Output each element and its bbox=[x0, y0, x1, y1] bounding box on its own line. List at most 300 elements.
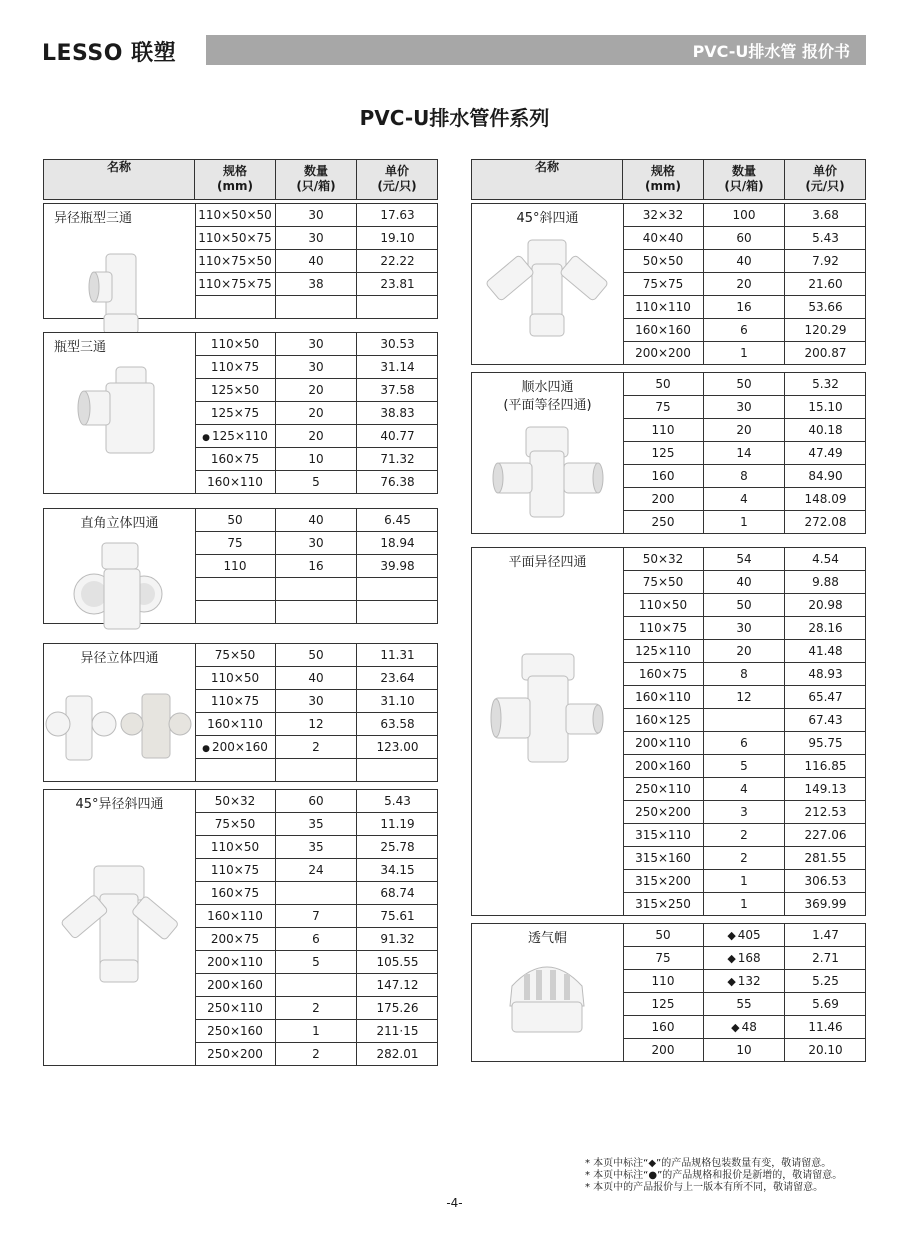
qty-cell: 2 bbox=[276, 736, 357, 758]
table-row bbox=[623, 342, 866, 365]
table-row bbox=[623, 778, 866, 801]
spec-cell: 110 bbox=[623, 970, 704, 992]
qty-cell: 30 bbox=[704, 617, 785, 639]
qty-cell: 35 bbox=[276, 836, 357, 858]
qty-cell: 2 bbox=[704, 824, 785, 846]
product-block bbox=[471, 203, 866, 365]
spec-cell: 160×75 bbox=[195, 448, 276, 470]
qty-cell: 38 bbox=[276, 273, 357, 295]
product-name-cell bbox=[44, 790, 196, 1065]
price-cell: 68.74 bbox=[380, 886, 415, 900]
new-item-marker: ● bbox=[202, 433, 210, 443]
qty-cell: 8 bbox=[704, 465, 785, 487]
qty-cell: 40 bbox=[276, 667, 357, 689]
price-cell: 65.47 bbox=[808, 690, 843, 704]
table-row bbox=[195, 296, 438, 319]
price-cell: 63.58 bbox=[380, 717, 415, 731]
price-cell bbox=[357, 296, 438, 318]
product-image bbox=[472, 234, 623, 334]
table-row bbox=[195, 227, 438, 250]
product-block bbox=[43, 203, 438, 319]
footnote: * 本页中标注“●”的产品规格和报价是新增的，敬请留意。 bbox=[585, 1170, 843, 1181]
table-row bbox=[623, 732, 866, 755]
qty-cell: 40 bbox=[704, 250, 785, 272]
table-row bbox=[623, 970, 866, 993]
qty-cell: 1 bbox=[704, 511, 785, 533]
qty-cell: 6 bbox=[704, 319, 785, 341]
table-row bbox=[195, 509, 438, 532]
price-cell: 147.12 bbox=[376, 978, 419, 992]
table-row bbox=[195, 690, 438, 713]
table-row bbox=[623, 1039, 866, 1062]
qty-cell: 1 bbox=[276, 1020, 357, 1042]
spec-cell: 75×50 bbox=[195, 813, 276, 835]
spec-cell: 110×50×75 bbox=[195, 227, 276, 249]
product-name: 瓶型三通 bbox=[54, 340, 107, 355]
table-row bbox=[195, 644, 438, 667]
table-row bbox=[195, 425, 438, 448]
table-row bbox=[623, 319, 866, 342]
price-cell: 227.06 bbox=[804, 828, 847, 842]
qty-cell: 6 bbox=[704, 732, 785, 754]
spec-cell: 160×110 bbox=[195, 471, 276, 493]
spec-cell: 50×50 bbox=[623, 250, 704, 272]
product-image bbox=[44, 363, 195, 463]
qty-cell: 12 bbox=[276, 713, 357, 735]
qty-cell: 40 bbox=[276, 250, 357, 272]
footnote: * 本页中的产品报价与上一版本有所不同，敬请留意。 bbox=[585, 1182, 824, 1193]
price-cell: 39.98 bbox=[380, 559, 415, 573]
spec-cell: 160×110 bbox=[623, 686, 704, 708]
spec-cell: 315×160 bbox=[623, 847, 704, 869]
qty-cell: 40 bbox=[704, 571, 785, 593]
qty-cell: 4 bbox=[704, 488, 785, 510]
table-row bbox=[195, 974, 438, 997]
qty-cell: 20 bbox=[704, 419, 785, 441]
price-cell: 5.43 bbox=[384, 794, 411, 808]
table-row bbox=[195, 997, 438, 1020]
spec-cell: 160 bbox=[623, 465, 704, 487]
price-cell: 120.29 bbox=[804, 323, 847, 337]
product-name-cell bbox=[472, 204, 624, 364]
spec-cell: 160×75 bbox=[623, 663, 704, 685]
qty-cell: 50 bbox=[704, 373, 785, 395]
product-image bbox=[44, 682, 195, 782]
price-cell: 53.66 bbox=[808, 300, 843, 314]
price-cell: 19.10 bbox=[380, 231, 415, 245]
table-row bbox=[623, 594, 866, 617]
spec-cell bbox=[195, 601, 276, 623]
table-row bbox=[623, 640, 866, 663]
qty-cell: 6 bbox=[276, 928, 357, 950]
table-row bbox=[195, 532, 438, 555]
brand-logo: LESSO 联塑 bbox=[42, 41, 177, 66]
product-image bbox=[44, 539, 195, 639]
header-qty: 数量 (只/箱) bbox=[704, 160, 785, 199]
table-header bbox=[471, 159, 866, 200]
price-cell: 18.94 bbox=[380, 536, 415, 550]
table-row bbox=[195, 578, 438, 601]
table-row bbox=[195, 1020, 438, 1043]
qty-cell: 30 bbox=[276, 690, 357, 712]
table-row bbox=[195, 273, 438, 296]
table-row bbox=[195, 836, 438, 859]
qty-cell: 1 bbox=[704, 342, 785, 364]
page-title: PVC-U排水管件系列 bbox=[359, 106, 550, 130]
spec-cell: 110×75×50 bbox=[195, 250, 276, 272]
header-spec: 规格 (mm) bbox=[195, 160, 276, 199]
product-name-cell bbox=[44, 509, 196, 623]
qty-cell bbox=[276, 296, 357, 318]
qty-cell: 20 bbox=[276, 402, 357, 424]
price-cell: 20.10 bbox=[808, 1043, 843, 1057]
product-name: 异径瓶型三通 bbox=[54, 211, 133, 226]
table-row bbox=[623, 847, 866, 870]
footnotes bbox=[585, 1158, 842, 1194]
product-name: 平面异径四通 bbox=[508, 555, 587, 570]
spec-cell: 125×50 bbox=[195, 379, 276, 401]
price-cell: 23.81 bbox=[380, 277, 415, 291]
price-cell: 149.13 bbox=[804, 782, 847, 796]
price-cell: 11.19 bbox=[380, 817, 415, 831]
spec-cell: 110×50×50 bbox=[195, 204, 276, 226]
table-row bbox=[195, 859, 438, 882]
qty-cell: 30 bbox=[704, 396, 785, 418]
table-row bbox=[623, 442, 866, 465]
price-cell: 105.55 bbox=[376, 955, 419, 969]
product-name: 45°斜四通 bbox=[516, 211, 579, 226]
header-name: 名称 bbox=[44, 160, 195, 199]
qty-cell: 60 bbox=[704, 227, 785, 249]
price-cell: 306.53 bbox=[804, 874, 847, 888]
page-number: -4- bbox=[446, 1196, 463, 1210]
table-row bbox=[195, 736, 438, 759]
product-name: 45°异径斜四通 bbox=[75, 797, 164, 812]
qty-cell: 5 bbox=[276, 951, 357, 973]
price-cell: 21.60 bbox=[808, 277, 843, 291]
spec-cell: 200×110 bbox=[623, 732, 704, 754]
spec-cell: 250×160 bbox=[195, 1020, 276, 1042]
qty-cell: 14 bbox=[704, 442, 785, 464]
spec-cell: 160×110 bbox=[195, 713, 276, 735]
table-row bbox=[623, 419, 866, 442]
spec-cell: 50 bbox=[623, 373, 704, 395]
price-cell bbox=[357, 601, 438, 623]
product-block bbox=[43, 643, 438, 782]
table-row bbox=[623, 396, 866, 419]
qty-cell: 20 bbox=[704, 640, 785, 662]
qty-cell: 4 bbox=[704, 778, 785, 800]
spec-cell: 110×50 bbox=[195, 836, 276, 858]
product-image bbox=[472, 946, 623, 1046]
product-name-cell bbox=[44, 204, 196, 318]
table-row bbox=[195, 471, 438, 494]
price-cell: 71.32 bbox=[380, 452, 415, 466]
spec-cell bbox=[195, 759, 276, 781]
table-row bbox=[195, 905, 438, 928]
table-row bbox=[623, 870, 866, 893]
table-row bbox=[623, 373, 866, 396]
header-name: 名称 bbox=[472, 160, 623, 199]
spec-cell: 110×75 bbox=[195, 859, 276, 881]
table-row bbox=[195, 448, 438, 471]
table-row bbox=[195, 250, 438, 273]
qty-change-marker: ◆ bbox=[727, 975, 736, 988]
qty-cell: 1 bbox=[704, 870, 785, 892]
qty-cell: 10 bbox=[276, 448, 357, 470]
table-row bbox=[623, 617, 866, 640]
table-row bbox=[195, 356, 438, 379]
table-row bbox=[195, 333, 438, 356]
footnote: * 本页中标注“◆”的产品规格包装数量有变，敬请留意。 bbox=[585, 1158, 832, 1169]
table-row bbox=[195, 555, 438, 578]
qty-cell bbox=[276, 882, 357, 904]
price-cell: 47.49 bbox=[808, 446, 843, 460]
qty-cell: 5 bbox=[704, 755, 785, 777]
qty-cell bbox=[276, 759, 357, 781]
qty-cell: 20 bbox=[276, 425, 357, 447]
price-cell bbox=[357, 578, 438, 600]
spec-cell: 110×50 bbox=[195, 667, 276, 689]
price-cell: 48.93 bbox=[808, 667, 843, 681]
spec-cell: 160×125 bbox=[623, 709, 704, 731]
spec-cell: 160×160 bbox=[623, 319, 704, 341]
qty-cell: 2 bbox=[704, 847, 785, 869]
qty-cell: 3 bbox=[704, 801, 785, 823]
price-cell: 76.38 bbox=[380, 475, 415, 489]
spec-cell: ● 200×160 bbox=[195, 736, 276, 758]
spec-cell: 315×250 bbox=[623, 893, 704, 915]
qty-change-marker: ◆ bbox=[731, 1021, 740, 1034]
qty-cell: 5 bbox=[276, 471, 357, 493]
table-row bbox=[623, 548, 866, 571]
price-cell: 15.10 bbox=[808, 400, 843, 414]
spec-cell: 315×200 bbox=[623, 870, 704, 892]
header-qty: 数量 (只/箱) bbox=[276, 160, 357, 199]
price-cell: 5.69 bbox=[812, 997, 839, 1011]
price-cell: 2.71 bbox=[812, 951, 839, 965]
product-name-cell bbox=[472, 548, 624, 915]
qty-cell: 2 bbox=[276, 997, 357, 1019]
price-cell: 31.14 bbox=[380, 360, 415, 374]
price-cell: 148.09 bbox=[804, 492, 847, 506]
qty-cell: 50 bbox=[704, 594, 785, 616]
price-cell: 84.90 bbox=[808, 469, 843, 483]
table-header bbox=[43, 159, 438, 200]
table-row bbox=[623, 571, 866, 594]
price-cell: 1.47 bbox=[812, 928, 839, 942]
qty-cell: 10 bbox=[704, 1039, 785, 1061]
price-cell: 272.08 bbox=[804, 515, 847, 529]
product-name-alt: (平面等径四通) bbox=[503, 398, 592, 413]
product-block bbox=[43, 332, 438, 494]
price-cell: 11.31 bbox=[380, 648, 415, 662]
spec-cell: 32×32 bbox=[623, 204, 704, 226]
table-row bbox=[623, 801, 866, 824]
header-title: PVC-U排水管 报价书 bbox=[692, 42, 850, 61]
spec-cell: 200×160 bbox=[195, 974, 276, 996]
qty-cell: ◆ 168 bbox=[704, 947, 785, 969]
spec-cell bbox=[195, 296, 276, 318]
table-row bbox=[195, 951, 438, 974]
price-cell: 282.01 bbox=[376, 1047, 419, 1061]
price-cell: 75.61 bbox=[380, 909, 415, 923]
table-row bbox=[623, 511, 866, 534]
spec-cell: 50×32 bbox=[195, 790, 276, 812]
price-cell: 9.88 bbox=[812, 575, 839, 589]
spec-cell: 160×110 bbox=[195, 905, 276, 927]
price-cell: 38.83 bbox=[380, 406, 415, 420]
qty-cell: 1 bbox=[704, 893, 785, 915]
spec-cell: 125×75 bbox=[195, 402, 276, 424]
qty-cell: 60 bbox=[276, 790, 357, 812]
price-cell: 25.78 bbox=[380, 840, 415, 854]
qty-cell: 35 bbox=[276, 813, 357, 835]
product-name: 异径立体四通 bbox=[80, 651, 159, 666]
table-row bbox=[623, 296, 866, 319]
spec-cell: 110×75 bbox=[195, 690, 276, 712]
product-name-cell bbox=[472, 924, 624, 1061]
spec-cell: 200×110 bbox=[195, 951, 276, 973]
spec-cell: 250×200 bbox=[623, 801, 704, 823]
table-row bbox=[623, 1016, 866, 1039]
price-cell: 17.63 bbox=[380, 208, 415, 222]
price-cell: 369.99 bbox=[804, 897, 847, 911]
product-block bbox=[43, 789, 438, 1066]
spec-cell: 160×75 bbox=[195, 882, 276, 904]
price-cell: 211·15 bbox=[376, 1024, 419, 1038]
table-row bbox=[623, 488, 866, 511]
price-cell: 95.75 bbox=[808, 736, 843, 750]
price-cell: 116.85 bbox=[804, 759, 847, 773]
spec-cell: 50×32 bbox=[623, 548, 704, 570]
qty-cell: 8 bbox=[704, 663, 785, 685]
spec-cell: 110×75 bbox=[623, 617, 704, 639]
table-row bbox=[623, 227, 866, 250]
spec-cell: 50 bbox=[195, 509, 276, 531]
product-block bbox=[471, 372, 866, 534]
qty-cell: ◆ 48 bbox=[704, 1016, 785, 1038]
table-row bbox=[623, 924, 866, 947]
price-cell: 11.46 bbox=[808, 1020, 843, 1034]
spec-cell: 200 bbox=[623, 488, 704, 510]
spec-cell: 315×110 bbox=[623, 824, 704, 846]
table-row bbox=[623, 250, 866, 273]
price-cell: 23.64 bbox=[380, 671, 415, 685]
price-cell: 7.92 bbox=[812, 254, 839, 268]
table-row bbox=[623, 273, 866, 296]
spec-cell: 125×110 bbox=[623, 640, 704, 662]
product-block bbox=[471, 547, 866, 916]
qty-cell: 12 bbox=[704, 686, 785, 708]
spec-cell: 75 bbox=[623, 947, 704, 969]
spec-cell: 110×110 bbox=[623, 296, 704, 318]
price-cell: 41.48 bbox=[808, 644, 843, 658]
price-cell: 31.10 bbox=[380, 694, 415, 708]
spec-cell: 40×40 bbox=[623, 227, 704, 249]
product-image bbox=[472, 648, 623, 748]
product-name: 直角立体四通 bbox=[80, 516, 159, 531]
table-row bbox=[195, 402, 438, 425]
spec-cell: 250×110 bbox=[195, 997, 276, 1019]
qty-cell bbox=[276, 578, 357, 600]
qty-cell: 20 bbox=[276, 379, 357, 401]
header-spec: 规格 (mm) bbox=[623, 160, 704, 199]
product-image bbox=[44, 860, 195, 960]
price-cell bbox=[357, 759, 438, 781]
price-cell: 6.45 bbox=[384, 513, 411, 527]
spec-cell: ● 125×110 bbox=[195, 425, 276, 447]
product-name: 透气帽 bbox=[527, 931, 567, 946]
spec-cell: 250×110 bbox=[623, 778, 704, 800]
product-name-cell bbox=[472, 373, 624, 533]
qty-cell: 40 bbox=[276, 509, 357, 531]
spec-cell: 250 bbox=[623, 511, 704, 533]
table-row bbox=[195, 759, 438, 782]
spec-cell: 110×50 bbox=[623, 594, 704, 616]
spec-cell: 110×75×75 bbox=[195, 273, 276, 295]
qty-cell: 30 bbox=[276, 356, 357, 378]
spec-cell: 75 bbox=[623, 396, 704, 418]
spec-cell: 200 bbox=[623, 1039, 704, 1061]
qty-cell: 55 bbox=[704, 993, 785, 1015]
price-cell: 22.22 bbox=[380, 254, 415, 268]
header-price: 单价 (元/只) bbox=[805, 164, 845, 193]
price-cell: 5.25 bbox=[812, 974, 839, 988]
price-cell: 281.55 bbox=[804, 851, 847, 865]
qty-cell bbox=[276, 601, 357, 623]
table-row bbox=[195, 601, 438, 624]
price-cell: 200.87 bbox=[804, 346, 847, 360]
qty-cell: ◆ 132 bbox=[704, 970, 785, 992]
table-row bbox=[195, 928, 438, 951]
price-cell: 37.58 bbox=[380, 383, 415, 397]
spec-cell: 110 bbox=[623, 419, 704, 441]
product-name-cell bbox=[44, 644, 196, 781]
header-bar bbox=[206, 35, 866, 65]
spec-cell: 75 bbox=[195, 532, 276, 554]
table-row bbox=[623, 824, 866, 847]
table-row bbox=[623, 686, 866, 709]
price-cell: 30.53 bbox=[380, 337, 415, 351]
spec-cell: 125 bbox=[623, 993, 704, 1015]
qty-cell: 30 bbox=[276, 227, 357, 249]
table-row bbox=[195, 790, 438, 813]
spec-cell: 200×75 bbox=[195, 928, 276, 950]
price-cell: 40.18 bbox=[808, 423, 843, 437]
table-row bbox=[195, 204, 438, 227]
price-cell: 3.68 bbox=[812, 208, 839, 222]
product-block bbox=[471, 923, 866, 1062]
spec-cell: 110×50 bbox=[195, 333, 276, 355]
spec-cell: 50 bbox=[623, 924, 704, 946]
qty-cell: 54 bbox=[704, 548, 785, 570]
price-cell: 4.54 bbox=[812, 552, 839, 566]
price-cell: 91.32 bbox=[380, 932, 415, 946]
spec-cell: 75×50 bbox=[623, 571, 704, 593]
price-cell: 123.00 bbox=[376, 740, 419, 754]
spec-cell: 75×50 bbox=[195, 644, 276, 666]
spec-cell: 200×200 bbox=[623, 342, 704, 364]
product-image bbox=[472, 423, 623, 523]
qty-cell: 30 bbox=[276, 532, 357, 554]
table-row bbox=[195, 713, 438, 736]
price-cell: 212.53 bbox=[804, 805, 847, 819]
qty-cell: 20 bbox=[704, 273, 785, 295]
table-row bbox=[195, 667, 438, 690]
table-row bbox=[623, 709, 866, 732]
product-name: 顺水四通 bbox=[521, 380, 574, 395]
